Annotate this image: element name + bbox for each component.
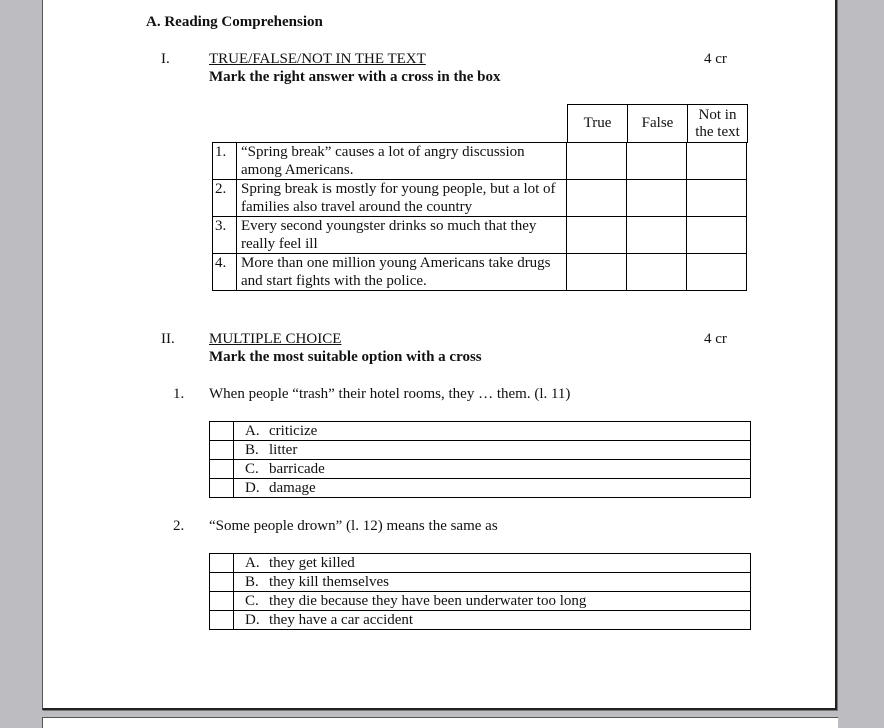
answer-box-true[interactable]: [567, 180, 627, 217]
answer-box-not-in-text[interactable]: [687, 217, 747, 254]
option-text: they kill themselves: [269, 574, 389, 590]
answer-box-false[interactable]: [627, 180, 687, 217]
statement-text: Every second youngster drinks so much that they really feel ill: [237, 217, 567, 254]
part1-credits: 4 cr: [704, 51, 727, 67]
option-row: [210, 441, 751, 460]
option-text: barricade: [269, 461, 325, 477]
option-checkbox[interactable]: [210, 573, 234, 592]
answer-box-true[interactable]: [567, 143, 627, 180]
column-header-false: False: [628, 105, 688, 143]
option-cell: [234, 573, 751, 592]
option-cell: [234, 611, 751, 630]
answer-box-false[interactable]: [627, 254, 687, 291]
statement-text: “Spring break” causes a lot of angry discussion among Americans.: [237, 143, 567, 180]
tf-statements-table: [212, 142, 747, 291]
option-checkbox[interactable]: [210, 441, 234, 460]
answer-box-true[interactable]: [567, 254, 627, 291]
option-row: [210, 611, 751, 630]
option-checkbox[interactable]: [210, 592, 234, 611]
option-cell: [234, 441, 751, 460]
question-text: “Some people drown” (l. 12) means the same as: [209, 518, 498, 534]
tf-header-table: [567, 104, 748, 143]
part1-numeral: I.: [161, 51, 170, 67]
statement-number: 3.: [213, 217, 237, 254]
table-row: [213, 143, 747, 180]
option-letter: C.: [245, 461, 259, 477]
option-text: they die because they have been underwater too long: [269, 593, 587, 609]
option-checkbox[interactable]: [210, 479, 234, 498]
option-letter: C.: [245, 593, 259, 609]
statement-number: 2.: [213, 180, 237, 217]
answer-box-not-in-text[interactable]: [687, 254, 747, 291]
option-row: [210, 460, 751, 479]
option-checkbox[interactable]: [210, 611, 234, 630]
option-letter: D.: [245, 480, 260, 496]
section-heading: A. Reading Comprehension: [146, 14, 323, 30]
statement-text: More than one million young Americans take drugs and start fights with the police.: [237, 254, 567, 291]
table-row: [213, 254, 747, 291]
option-text: they have a car accident: [269, 612, 414, 628]
answer-box-not-in-text[interactable]: [687, 143, 747, 180]
statement-number: 1.: [213, 143, 237, 180]
option-cell: [234, 592, 751, 611]
option-checkbox[interactable]: [210, 554, 234, 573]
option-row: [210, 592, 751, 611]
option-cell: [234, 479, 751, 498]
option-letter: A.: [245, 423, 260, 439]
answer-box-false[interactable]: [627, 143, 687, 180]
question-text: When people “trash” their hotel rooms, they … them. (l. 11): [209, 386, 571, 402]
question-number: 2.: [173, 518, 185, 534]
table-row: [213, 217, 747, 254]
column-header-true: True: [568, 105, 628, 143]
question-1-options-table: [209, 421, 751, 498]
part1-title: TRUE/FALSE/NOT IN THE TEXT: [209, 51, 426, 67]
option-checkbox[interactable]: [210, 422, 234, 441]
part2-instruction: Mark the most suitable option with a cross: [209, 349, 482, 365]
part1-instruction: Mark the right answer with a cross in the box: [209, 69, 501, 85]
option-letter: B.: [245, 442, 259, 458]
question-2-options-table: [209, 553, 751, 630]
option-cell: [234, 460, 751, 479]
option-checkbox[interactable]: [210, 460, 234, 479]
part2-numeral: II.: [161, 331, 175, 347]
option-letter: B.: [245, 574, 259, 590]
column-header-not-in-text-label: Not in the text: [695, 106, 740, 140]
option-letter: A.: [245, 555, 260, 571]
option-text: damage: [269, 480, 316, 496]
part2-credits: 4 cr: [704, 331, 727, 347]
part2-title: MULTIPLE CHOICE: [209, 331, 342, 347]
answer-box-not-in-text[interactable]: [687, 180, 747, 217]
option-text: criticize: [269, 423, 318, 439]
statement-number: 4.: [213, 254, 237, 291]
option-row: [210, 422, 751, 441]
option-row: [210, 573, 751, 592]
option-letter: D.: [245, 612, 260, 628]
option-text: they get killed: [269, 555, 355, 571]
column-header-not-in-text: [688, 105, 748, 143]
statement-text: Spring break is mostly for young people, but a lot of families also travel around the country: [237, 180, 567, 217]
option-row: [210, 479, 751, 498]
option-cell: [234, 422, 751, 441]
option-row: [210, 554, 751, 573]
answer-box-false[interactable]: [627, 217, 687, 254]
answer-box-true[interactable]: [567, 217, 627, 254]
next-page-edge: [42, 717, 838, 728]
question-number: 1.: [173, 386, 185, 402]
option-cell: [234, 554, 751, 573]
option-text: litter: [269, 442, 298, 458]
table-row: [213, 180, 747, 217]
